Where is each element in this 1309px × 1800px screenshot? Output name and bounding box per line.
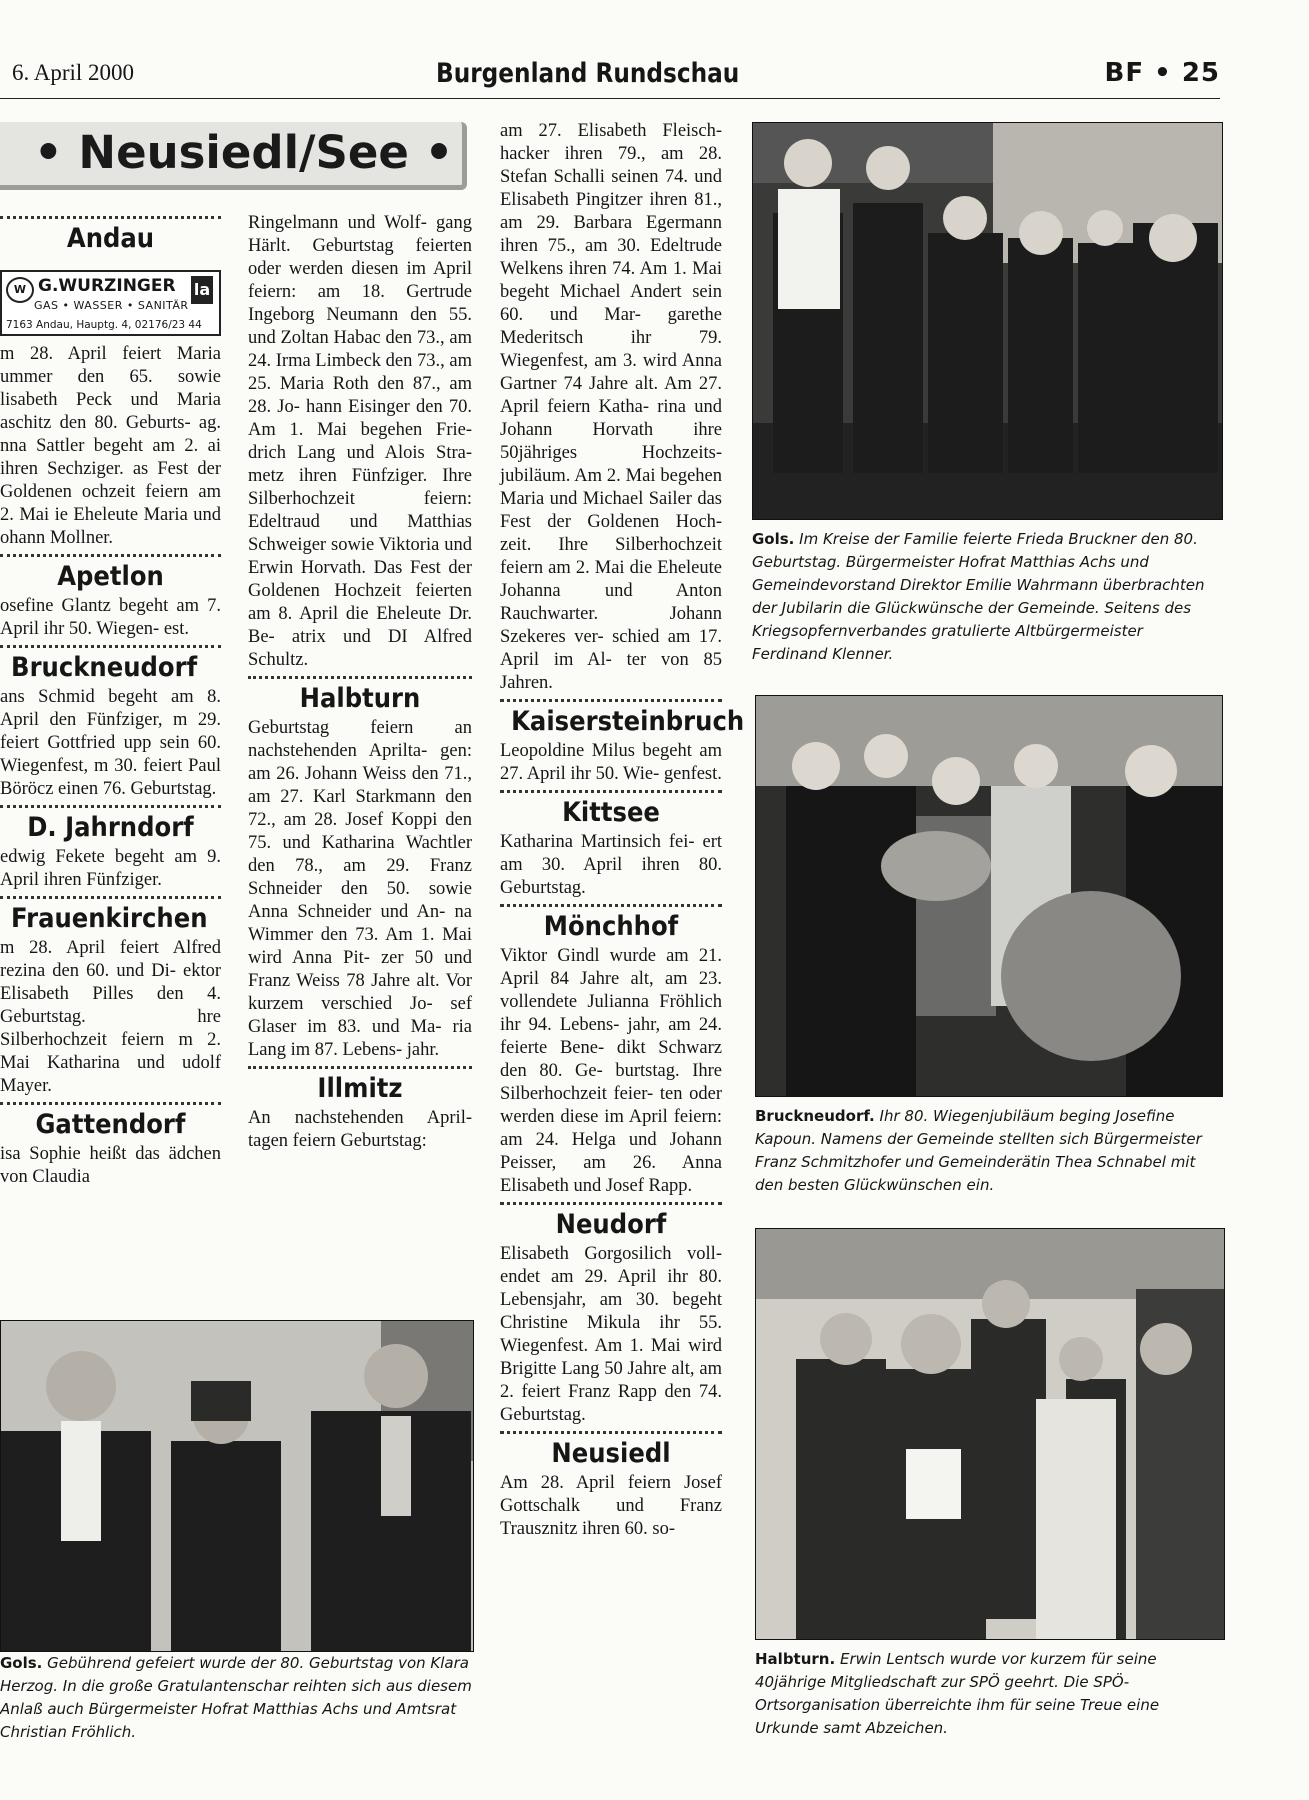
text-intro-col3: am 27. Elisabeth Fleisch- hacker ihren 79., am 28. Stefan Schalli seinen 74. und Elisabeth Pingitzer ihren 81., am 29. Barbara Egermann ihren 75., am 30. Edeltrude Welkens ihren 74. Am 1. Mai begeht Michael Andert sein 60. und Mar- garethe Mederitsch ihr 79. Wiegenfest, am 3. wird Anna Gartner 74 Jahre alt. Am 27. April feiern Katha- rina und Johann Horvath ihre 50jähriges Hochzeits- jubiläum. Am 2. Mai begehen Maria und Michael Sailer das Fest der Goldenen Hoch- zeit. Ihre Silberhochzeit feiern am 2. Mai die Eheleute Johanna und Anton Rauchwarter. Johann Szekeres ver- schied am 17. April im Al- ter von 85 Jahren. [500, 121, 722, 693]
divider [0, 896, 221, 899]
divider [248, 676, 472, 679]
text-neusiedl: Am 28. April feiern Josef Gottschalk und Franz Trausznitz ihren 60. so- [500, 1473, 722, 1539]
divider [500, 699, 722, 702]
heading-andau: Andau [66, 223, 155, 254]
caption-gols-herzog-text: Gebührend gefeiert wurde der 80. Geburtstag von Klara Herzog. In die große Gratulantenschar reihten sich aus diesem Anlaß auch Bürgermeister Hofrat Matthias Achs und Amtsrat Christian Fröhlich. [0, 1654, 472, 1741]
photo-gols-herzog-image [1, 1321, 473, 1651]
text-neudorf: Elisabeth Gorgosilich voll- endet am 29. April ihr 80. Lebensjahr, am 30. begeht Christine Mikula ihr 55. Wiegenfest. Am 1. Mai wird Brigitte Lang 50 Jahre alt, am 2. feiert Franz Rapp den 74. Geburtstag. [500, 1244, 722, 1425]
heading-kittsee: Kittsee [562, 797, 660, 828]
caption-bruckneudorf [755, 1105, 1223, 1197]
caption-gols-herzog [0, 1652, 472, 1744]
divider [0, 1102, 221, 1105]
photo-gols-herzog [0, 1320, 474, 1652]
heading-apetlon: Apetlon [57, 561, 164, 592]
ad-company-name: G.WURZINGER [38, 276, 176, 296]
heading-gattendorf: Gattendorf [35, 1109, 186, 1140]
text-andau: m 28. April feiert Maria ummer den 65. sowie lisabeth Peck und Maria aschitz den 80. Geburts- ag. nna Sattler begeht am 2. ai ihren Sechziger. as Fest der Goldenen ochzeit feiern am 2. Mai ie Eheleute Maria und ohann Mollner. [0, 344, 221, 548]
heading-illmitz: Illmitz [317, 1073, 403, 1104]
heading-halbturn: Halbturn [299, 683, 421, 714]
caption-gols-family-place: Gols. [752, 530, 795, 548]
text-frauenkirchen: m 28. April feiert Alfred rezina den 60. und Di- ektor Elisabeth Pilles den 4. Geburtstag. hre Silberhochzeit feiern m 2. Mai Katharina und udolf Mayer. [0, 938, 221, 1096]
caption-gols-family-text: Im Kreise der Familie feierte Frieda Bruckner den 80. Geburtstag. Bürgermeister Hofrat Matthias Achs und Gemeindevorstand Direktor Emilie Wahrmann überbrachten der Jubilarin die Glückwünsche der Gemeinde. Seitens des Kriegsopfernverbandes gratulierte Altbürgermeister Ferdinand Klenner. [752, 530, 1205, 663]
text-gattendorf: isa Sophie heißt das ädchen von Claudia [0, 1144, 221, 1187]
heading-bruckneudorf: Bruckneudorf [11, 652, 198, 683]
photo-halbturn [755, 1228, 1225, 1640]
caption-halbturn-text: Erwin Lentsch wurde vor kurzem für seine 40jährige Mitgliedschaft zur SPÖ geehrt. Die SPÖ-Ortsorganisation überreichte ihm für seine Treue eine Urkunde samt Abzeichen. [755, 1650, 1160, 1737]
column-2 [248, 212, 472, 1153]
heading-moenchhof: Mönchhof [543, 911, 679, 942]
issue-date: 6. April 2000 [12, 60, 135, 85]
wrench-logo-icon: W [6, 277, 34, 303]
photo-halbturn-image [756, 1229, 1224, 1639]
heading-neudorf: Neudorf [555, 1209, 667, 1240]
text-kittsee: Katharina Martinsich fei- ert am 30. April ihren 80. Geburtstag. [500, 832, 722, 898]
caption-bruckneudorf-place: Bruckneudorf. [755, 1107, 875, 1125]
text-halbturn: Geburtstag feiern an nachstehenden Aprilta- gen: am 26. Johann Weiss den 71., am 27. Karl Starkmann den 72., am 28. Josef Koppi den 75. und Katharina Wachtler den 78., am 29. Franz Schneider den 50. sowie Anna Schneider und An- na Wimmer den 73. Am 1. Mai wird Anna Pit- zer 50 und Franz Weiss 78 Jahre alt. Vor kurzem verschied Jo- sef Glaser im 83. und Ma- ria Lang im 87. Lebens- jahr. [248, 718, 472, 1060]
text-bruckneudorf: ans Schmid begeht am 8. April den Fünfziger, m 29. feiert Gottfried upp sein 60. Wiegenfest, m 30. feiert Paul Böröcz einen 76. Geburtstag. [0, 687, 221, 799]
caption-halbturn [755, 1648, 1223, 1740]
divider [248, 1066, 472, 1069]
heading-neusiedl: Neusiedl [551, 1438, 671, 1469]
photo-bruckneudorf-image [756, 696, 1222, 1096]
heading-kaisersteinbruch: Kaisersteinbruch [511, 706, 745, 737]
column-1 [0, 212, 221, 1189]
caption-halbturn-place: Halbturn. [755, 1650, 836, 1668]
text-kaisersteinbruch: Leopoldine Milus begeht am 27. April ihr 50. Wie- genfest. [500, 741, 722, 784]
caption-gols-family [752, 528, 1222, 666]
ad-badge: la [191, 276, 213, 304]
section-banner [0, 122, 467, 190]
text-intro-col2: Ringelmann und Wolf- gang Härlt. Geburtstag feierten oder werden diesen im April feiern: am 18. Gertrude Ingeborg Neumann den 55. und Zoltan Habac den 73., am 24. Irma Limbeck den 73., am 25. Maria Roth den 87., am 28. Jo- hann Eisinger den 70. Am 1. Mai begehen Frie- drich Lang und Alois Stra- metz ihren Fünfziger. Ihre Silberhochzeit feiern: Edeltraud und Matthias Schweiger sowie Viktoria und Erwin Horvath. Das Fest der Goldenen Hochzeit feierten am 8. April die Eheleute Dr. Be- atrix und DI Alfred Schultz. [248, 213, 472, 670]
divider [0, 216, 221, 219]
column-3 [500, 120, 745, 1541]
divider [500, 904, 722, 907]
caption-bruckneudorf-text: Ihr 80. Wiegenjubiläum beging Josefine Kapoun. Namens der Gemeinde stellten sich Bürgermeister Franz Schmitzhofer und Gemeinderätin Thea Schnabel mit den besten Glückwünschen ein. [755, 1107, 1202, 1194]
page-header [0, 58, 1220, 99]
wurzinger-ad [0, 270, 221, 336]
text-illmitz: An nachstehenden April- tagen feiern Geburtstag: [248, 1108, 472, 1151]
heading-jahrndorf: D. Jahrndorf [27, 812, 194, 843]
text-jahrndorf: edwig Fekete begeht am 9. April ihren Fünfziger. [0, 847, 221, 890]
divider [0, 554, 221, 557]
caption-gols-herzog-place: Gols. [0, 1654, 43, 1672]
text-moenchhof: Viktor Gindl wurde am 21. April 84 Jahre alt, am 23. vollendete Julianna Fröhlich ihr 94. Lebens- jahr, am 24. feierte Bene- dikt Schwarz den 80. Ge- burtstag. Ihre Silberhochzeit feier- ten oder werden diese im April feiern: am 24. Helga und Johann Peisser, am 26. Anna Elisabeth und Josef Rapp. [500, 946, 722, 1196]
photo-gols-family [752, 122, 1223, 520]
photo-gols-family-image [753, 123, 1222, 519]
ad-address: 7163 Andau, Hauptg. 4, 02176/23 44 [6, 319, 202, 331]
photo-bruckneudorf [755, 695, 1223, 1097]
divider [500, 1431, 722, 1434]
section-title: • Neusiedl/See • [34, 126, 454, 179]
heading-frauenkirchen: Frauenkirchen [11, 903, 208, 934]
divider [500, 1202, 722, 1205]
divider [0, 645, 221, 648]
divider [500, 790, 722, 793]
text-apetlon: osefine Glantz begeht am 7. April ihr 50. Wiegen- est. [0, 596, 221, 639]
newspaper-name: Burgenland Rundschau [436, 58, 740, 89]
page-number: BF • 25 [1104, 58, 1220, 88]
divider [0, 805, 221, 808]
ad-services: GAS • WASSER • SANITÄR [34, 299, 189, 312]
